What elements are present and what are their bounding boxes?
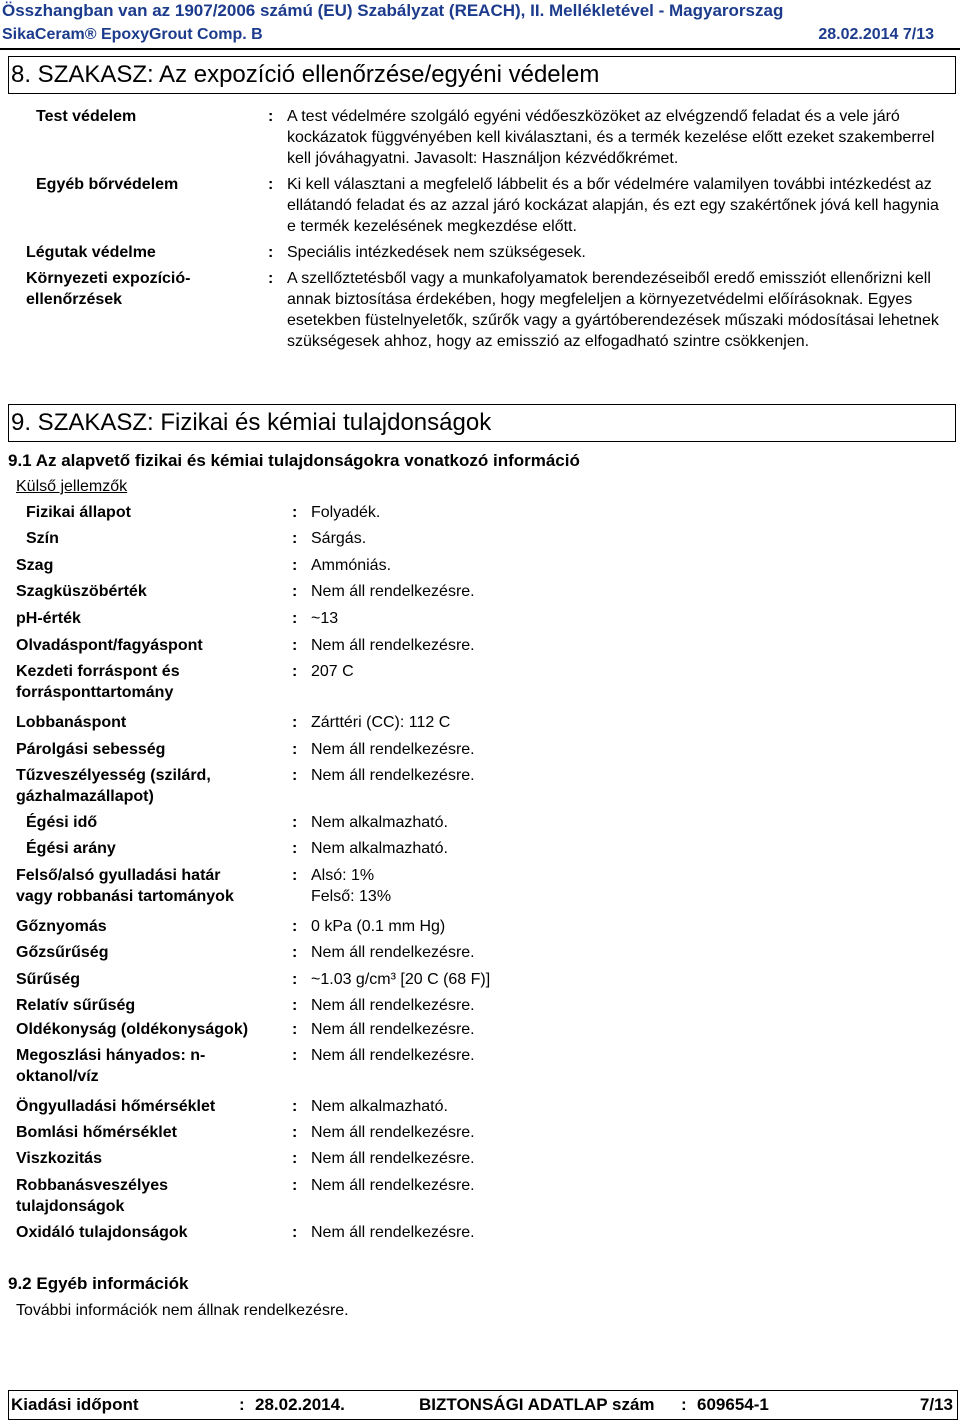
property-label: Szagküszöbérték xyxy=(16,583,147,600)
colon: : xyxy=(292,530,298,547)
property-value: Nem áll rendelkezésre. xyxy=(311,1224,475,1241)
property-value: Nem áll rendelkezésre. xyxy=(311,997,475,1014)
property-value: ~1.03 g/cm³ [20 C (68 F)] xyxy=(311,971,491,988)
colon: : xyxy=(292,714,298,731)
colon: : xyxy=(268,270,274,287)
property-label: pH-érték xyxy=(16,610,81,627)
property-label-cont: oktanol/víz xyxy=(16,1068,99,1085)
header-date-page: 28.02.2014 7/13 xyxy=(818,26,934,43)
other-info-text: További információk nem állnak rendelkezésre. xyxy=(16,1302,349,1319)
colon: : xyxy=(268,108,274,125)
footer-colon-1: : xyxy=(239,1395,245,1414)
colon: : xyxy=(292,1047,298,1064)
property-label: Robbanásveszélyes xyxy=(16,1177,169,1194)
property-value: Nem áll rendelkezésre. xyxy=(311,1124,475,1141)
property-value: 0 kPa (0.1 mm Hg) xyxy=(311,918,446,935)
property-label: Tűzveszélyesség (szilárd, xyxy=(16,767,211,784)
property-value: Nem áll rendelkezésre. xyxy=(311,767,475,784)
property-label: Gőznyomás xyxy=(16,918,107,935)
property-label: Gőzsűrűség xyxy=(16,944,109,961)
footer-issued-label: Kiadási időpont xyxy=(11,1395,139,1414)
property-label: Oxidáló tulajdonságok xyxy=(16,1224,188,1241)
text-kornyezeti: A szellőztetésből vagy a munkafolyamatok berendezéseiből eredő emissziót ellenőrizni kell annak biztosítása érdekében, hogy megfeleljen a környezetvédelmi előírásoknak. Egyes esetekben füstelnyeletők, szűrők vagy a gyártóberendezések műszaki módosításai lehetnek szükségesek ahhoz, hogy az emisszió az elfogadható szintre csökkenjen. xyxy=(287,270,939,350)
property-label-cont: tulajdonságok xyxy=(16,1198,125,1215)
property-label: Égési idő xyxy=(26,814,98,831)
property-value: Folyadék. xyxy=(311,504,381,521)
colon: : xyxy=(292,971,298,988)
footer-sds-number: 609654-1 xyxy=(697,1395,769,1414)
product-name: SikaCeram® EpoxyGrout Comp. B xyxy=(2,26,263,43)
colon: : xyxy=(268,244,274,261)
colon: : xyxy=(292,767,298,784)
text-legutak-vedelme: Speciális intézkedések nem szükségesek. xyxy=(287,244,586,261)
property-value: Nem áll rendelkezésre. xyxy=(311,1021,475,1038)
property-label: Oldékonyság (oldékonyságok) xyxy=(16,1021,249,1038)
colon: : xyxy=(292,583,298,600)
property-label: Öngyulladási hőmérséklet xyxy=(16,1098,216,1115)
colon: : xyxy=(292,741,298,758)
property-label-cont: forrásponttartomány xyxy=(16,684,174,701)
colon: : xyxy=(292,610,298,627)
colon: : xyxy=(268,176,274,193)
property-value: Nem áll rendelkezésre. xyxy=(311,1177,475,1194)
subsection-9-2: 9.2 Egyéb információk xyxy=(8,1274,189,1293)
colon: : xyxy=(292,840,298,857)
footer-issued-date: 28.02.2014. xyxy=(255,1395,345,1414)
colon: : xyxy=(292,1224,298,1241)
header-divider xyxy=(0,48,960,50)
footer-sds-label: BIZTONSÁGI ADATLAP szám xyxy=(419,1395,655,1414)
property-label: Felső/alsó gyulladási határ xyxy=(16,867,221,884)
property-label: Szag xyxy=(16,557,54,574)
label-egyeb-borvedelem: Egyéb bőrvédelem xyxy=(36,176,179,193)
property-label: Megoszlási hányados: n- xyxy=(16,1047,206,1064)
property-value: Nem áll rendelkezésre. xyxy=(311,741,475,758)
property-label: Sűrűség xyxy=(16,971,81,988)
kulso-jellemzok-heading: Külső jellemzők xyxy=(16,478,128,495)
section9-title: 9. SZAKASZ: Fizikai és kémiai tulajdonságok xyxy=(8,404,956,442)
footer-colon-2: : xyxy=(681,1395,687,1414)
property-label: Viszkozitás xyxy=(16,1150,102,1167)
property-value: Nem alkalmazható. xyxy=(311,1098,448,1115)
colon: : xyxy=(292,1021,298,1038)
property-value: Nem áll rendelkezésre. xyxy=(311,944,475,961)
product-header xyxy=(2,24,934,46)
property-value: Nem alkalmazható. xyxy=(311,814,448,831)
property-label: Fizikai állapot xyxy=(26,504,131,521)
colon: : xyxy=(292,1124,298,1141)
colon: : xyxy=(292,867,298,884)
colon: : xyxy=(292,1098,298,1115)
property-value: Nem áll rendelkezésre. xyxy=(311,583,475,600)
colon: : xyxy=(292,637,298,654)
section8-title: 8. SZAKASZ: Az expozíció ellenőrzése/egyéni védelem xyxy=(8,56,956,94)
text-egyeb-borvedelem: Ki kell választani a megfelelő lábbelit és a bőr védelmére valamilyen további intézkedést az ellátandó feladat és az azzal járó kockázat alapján, és ezt egy szakértőnek jóvá kell hagynia e termék kezelésének megkezdése előtt. xyxy=(287,176,939,235)
property-value: 207 C xyxy=(311,663,354,680)
subsection-9-1: 9.1 Az alapvető fizikai és kémiai tulajdonságokra vonatkozó információ xyxy=(8,451,580,470)
property-label: Bomlási hőmérséklet xyxy=(16,1124,177,1141)
property-label-cont: vagy robbanási tartományok xyxy=(16,888,234,905)
footer-page: 7/13 xyxy=(919,1395,953,1414)
property-value: Zárttéri (CC): 112 C xyxy=(311,714,451,731)
colon: : xyxy=(292,918,298,935)
property-value: Sárgás. xyxy=(311,530,367,547)
label-kornyezeti-line2: ellenőrzések xyxy=(26,291,123,308)
property-label: Szín xyxy=(26,530,59,547)
property-label: Égési arány xyxy=(26,840,116,857)
colon: : xyxy=(292,997,298,1014)
property-value: Nem áll rendelkezésre. xyxy=(311,1047,475,1064)
colon: : xyxy=(292,944,298,961)
colon: : xyxy=(292,814,298,831)
property-label: Lobbanáspont xyxy=(16,714,127,731)
label-kornyezeti-line1: Környezeti expozíció- xyxy=(26,270,191,287)
property-value: Nem alkalmazható. xyxy=(311,840,448,857)
property-value: Ammóniás. xyxy=(311,557,392,574)
regulation-header: Összhangban van az 1907/2006 számú (EU) Szabályzat (REACH), II. Mellékletével - Magyarorszag xyxy=(2,1,784,20)
property-value: Nem áll rendelkezésre. xyxy=(311,637,475,654)
property-value: ~13 xyxy=(311,610,339,627)
colon: : xyxy=(292,1177,298,1194)
label-test-vedelem: Test védelem xyxy=(36,108,137,125)
property-value: Alsó: 1% xyxy=(311,867,375,884)
colon: : xyxy=(292,663,298,680)
property-label: Párolgási sebesség xyxy=(16,741,166,758)
property-label-cont: gázhalmazállapot) xyxy=(16,788,154,805)
property-value: Nem áll rendelkezésre. xyxy=(311,1150,475,1167)
text-test-vedelem: A test védelmére szolgáló egyéni védőeszközöket az elvégzendő feladat és a vele járó kockázatok függvényében kell kiválasztani, és a termék kezelése előtt ezeket szakemberrel kell jóváhagyatni. Javasolt: Használjon kézvédőkrémet. xyxy=(287,108,935,167)
property-label: Kezdeti forráspont és xyxy=(16,663,180,680)
page-footer xyxy=(8,1390,958,1420)
property-label: Olvadáspont/fagyáspont xyxy=(16,637,203,654)
property-value-cont: Felső: 13% xyxy=(311,888,392,905)
property-label: Relatív sűrűség xyxy=(16,997,136,1014)
colon: : xyxy=(292,504,298,521)
label-legutak-vedelme: Légutak védelme xyxy=(26,244,156,261)
colon: : xyxy=(292,557,298,574)
colon: : xyxy=(292,1150,298,1167)
